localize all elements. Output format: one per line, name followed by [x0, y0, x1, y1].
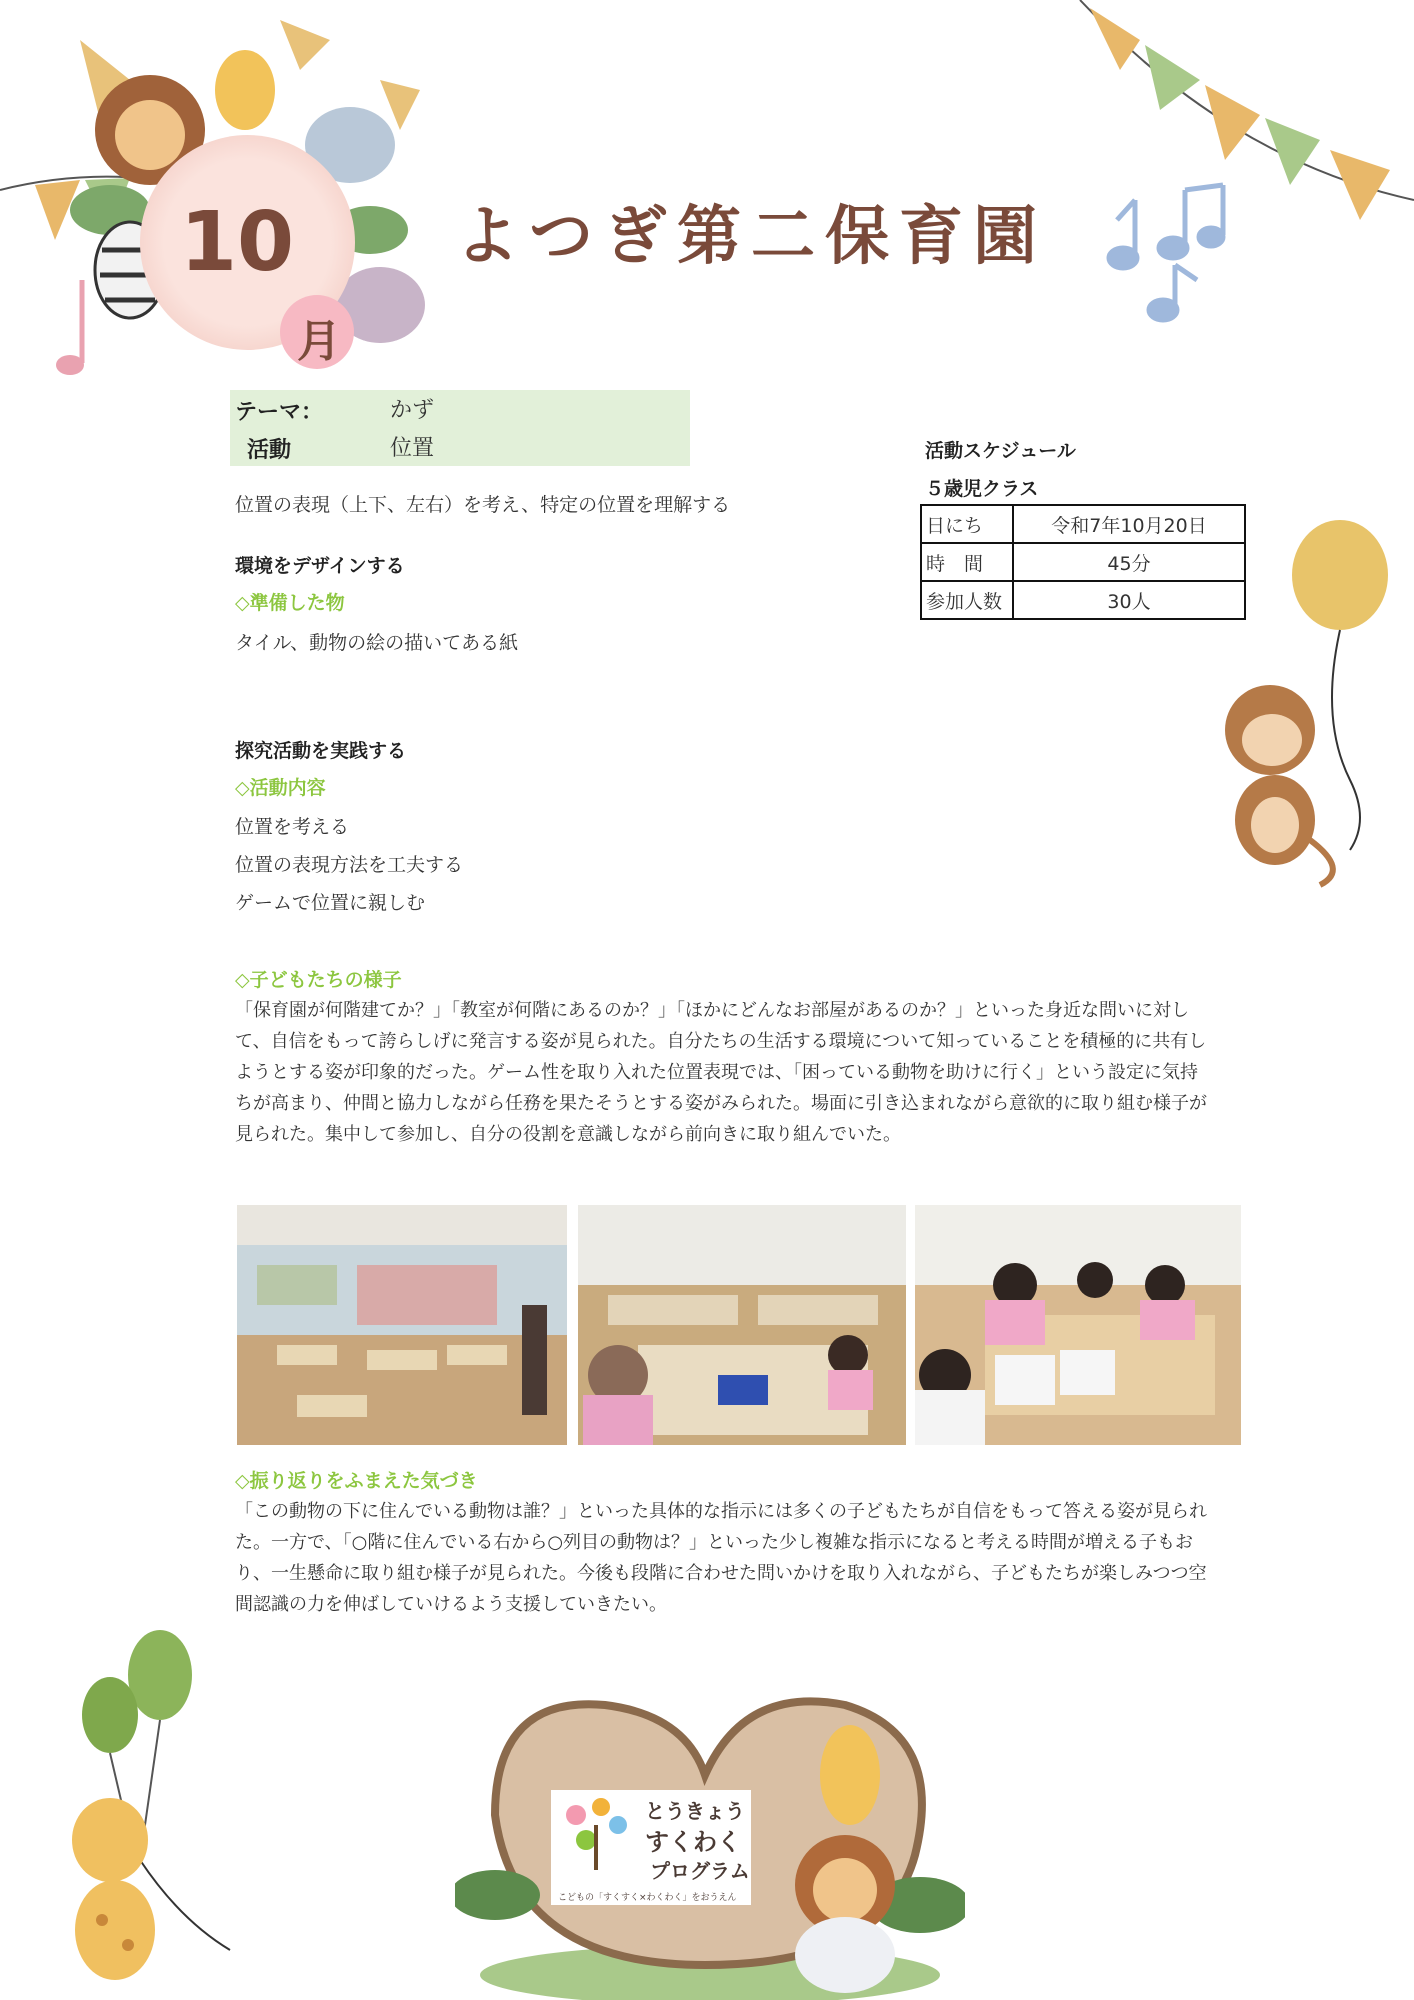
inquiry-heading: 探究活動を実践する	[235, 740, 407, 762]
reflection-line: た。一方で、「○階に住んでいる右から○列目の動物は？」といった少し複雑な指示になると考える時間が増える子もお	[235, 1532, 1194, 1553]
prepared-text: タイル、動物の絵の描いてある紙	[235, 632, 519, 654]
schedule-class: ５歳児クラス	[925, 478, 1039, 500]
content-heading: ◇活動内容	[235, 777, 326, 799]
sprout-icon	[556, 1795, 636, 1875]
month-char: 月	[297, 316, 341, 367]
table-row	[921, 581, 1245, 619]
reflection-paragraph	[235, 1496, 1245, 1620]
activity-label: 活動	[247, 438, 292, 463]
schedule-key: 時 間	[921, 543, 1013, 581]
children-tiles-photo	[578, 1205, 906, 1445]
logo-line-2: すくわく	[645, 1828, 741, 1856]
inquiry-item: 位置の表現方法を工夫する	[235, 854, 464, 876]
schedule-table	[920, 504, 1246, 620]
giraffe-balloon-decoration	[30, 1620, 250, 2000]
music-notes-icon	[1105, 180, 1235, 330]
table-row	[921, 543, 1245, 581]
environment-heading: 環境をデザインする	[235, 555, 405, 577]
theme-label: テーマ：	[235, 400, 324, 425]
inquiry-item: 位置を考える	[235, 816, 350, 838]
monkey-balloon-decoration	[1200, 520, 1414, 890]
schedule-key: 参加人数	[921, 581, 1013, 619]
prepared-heading: ◇準備した物	[235, 592, 345, 614]
reflection-line: 「この動物の下に住んでいる動物は誰？」といった具体的な指示には多くの子どもたちが自信をもって答える姿が見られ	[235, 1501, 1207, 1522]
children-line: 「保育園が何階建てか？」「教室が何階にあるのか？」「ほかにどんなお部屋があるのか？」といった身近な問いに対し	[235, 1000, 1189, 1021]
children-line: 見られた。集中して参加し、自分の役割を意識しながら前向きに取り組んでいた。	[235, 1124, 901, 1145]
theme-value: かず	[390, 398, 435, 423]
logo-line-3: プログラム	[650, 1859, 750, 1883]
children-paragraph	[235, 995, 1245, 1150]
schedule-value: 令和7年10月20日	[1013, 505, 1245, 543]
schedule-heading: 活動スケジュール	[925, 440, 1076, 462]
reflection-line: り、一生懸命に取り組む様子が見られた。今後も段階に合わせた問いかけを取り入れながら、子どもたちが楽しみつつ空	[235, 1563, 1207, 1584]
logo-tagline: こどもの「すくすく×わくわく」をおうえん	[558, 1893, 737, 1903]
children-line: て、自信をもって誇らしげに発言する姿が見られた。自分たちの生活する環境について知っていることを積極的に共有し	[235, 1031, 1207, 1052]
page-title: よつぎ第二保育園	[455, 200, 1047, 274]
children-worksheet-photo	[915, 1205, 1241, 1445]
schedule-value: 45分	[1013, 543, 1245, 581]
children-heading: ◇子どもたちの様子	[235, 969, 402, 991]
reflection-heading: ◇振り返りをふまえた気づき	[235, 1470, 478, 1492]
children-line: ちが高まり、仲間と協力しながら任務を果たそうとする姿がみられた。場面に引き込まれながら意欲的に取り組む様子が	[235, 1093, 1207, 1114]
activity-value: 位置	[390, 436, 435, 461]
reflection-line: 間認識の力を伸ばしていけるよう支援していきたい。	[235, 1594, 667, 1615]
table-row	[921, 505, 1245, 543]
inquiry-item: ゲームで位置に親しむ	[235, 892, 426, 914]
logo-line-1: とうきょう	[645, 1799, 745, 1823]
classroom-photo	[237, 1205, 567, 1445]
month-number: 10	[180, 195, 295, 290]
schedule-key: 日にち	[921, 505, 1013, 543]
schedule-value: 30人	[1013, 581, 1245, 619]
goal-text: 位置の表現（上下、左右）を考え、特定の位置を理解する	[235, 494, 731, 516]
children-line: ようとする姿が印象的だった。ゲーム性を取り入れた位置表現では、「困っている動物を助けに行く」という設定に気持	[235, 1062, 1198, 1083]
